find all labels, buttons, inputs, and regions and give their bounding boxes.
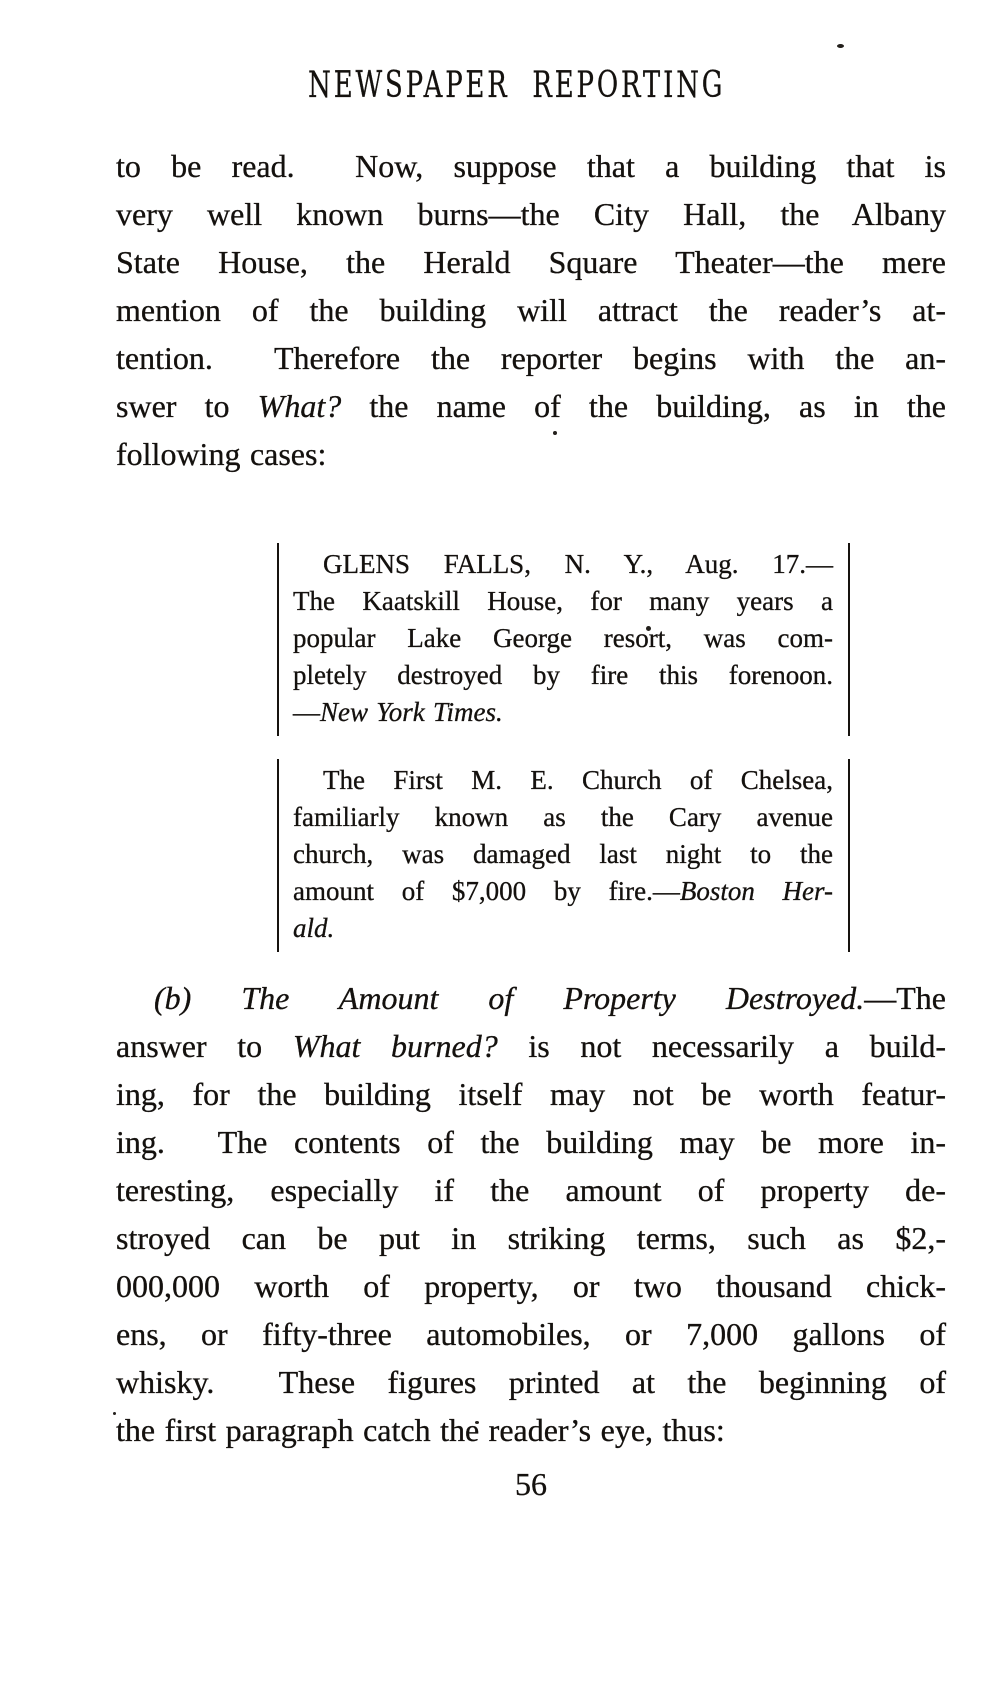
text-line xyxy=(293,657,833,694)
text-line xyxy=(293,583,833,620)
text-line xyxy=(293,799,833,836)
scan-speck xyxy=(837,44,844,48)
italic-text-segment: What burned? xyxy=(292,1028,498,1064)
text-segment: swer to xyxy=(116,388,258,424)
text-line xyxy=(116,1022,946,1070)
running-header xyxy=(0,66,1000,106)
text-line xyxy=(293,694,833,731)
text-segment: very well known burns—the City Hall, the Albany xyxy=(116,196,946,232)
text-line xyxy=(116,1406,946,1454)
text-segment: whisky. These figures printed at the beginning of xyxy=(116,1364,946,1400)
text-segment: following cases: xyxy=(116,436,327,472)
italic-text-segment: (b) The Amount of Property Destroyed. xyxy=(154,980,865,1016)
text-line xyxy=(116,382,946,430)
text-segment: ing. The contents of the building may be more in- xyxy=(116,1124,946,1160)
text-segment: tention. Therefore the reporter begins with the an- xyxy=(116,340,946,376)
text-segment: GLENS FALLS, N. Y., Aug. 17.— xyxy=(323,549,833,579)
text-line xyxy=(116,190,946,238)
text-line xyxy=(116,142,946,190)
text-segment: The First M. E. Church of Chelsea, xyxy=(323,765,833,795)
text-segment: answer to xyxy=(116,1028,293,1064)
text-segment: the name of the building, as in the xyxy=(341,388,947,424)
text-line xyxy=(116,334,946,382)
text-line xyxy=(116,1310,946,1358)
text-line xyxy=(293,620,833,657)
page-number: 56 xyxy=(515,1466,547,1502)
chapter-title: NEWSPAPER REPORTING xyxy=(308,65,726,106)
text-line xyxy=(293,546,833,583)
text-line xyxy=(293,910,833,947)
text-line xyxy=(116,1118,946,1166)
text-line xyxy=(116,1358,946,1406)
italic-text-segment: New York Times. xyxy=(320,697,503,727)
text-segment: the first paragraph catch the reader’s eye, thus: xyxy=(116,1412,725,1448)
text-segment: ing, for the building itself may not be worth featur- xyxy=(116,1076,946,1112)
text-segment: pletely destroyed by fire this forenoon. xyxy=(293,660,833,690)
text-segment: The Kaatskill House, for many years a xyxy=(293,586,833,616)
text-segment: to be read. Now, suppose that a building that is xyxy=(116,148,946,184)
text-line xyxy=(116,238,946,286)
text-segment: amount of $7,000 by fire.— xyxy=(293,876,680,906)
text-segment: is not necessarily a build- xyxy=(497,1028,946,1064)
italic-text-segment: Boston Her- xyxy=(679,876,833,906)
text-segment: familiarly known as the Cary avenue xyxy=(293,802,833,832)
news-excerpt-glens-falls xyxy=(277,543,850,736)
text-line xyxy=(116,1166,946,1214)
text-segment: teresting, especially if the amount of property de- xyxy=(116,1172,946,1208)
text-segment: mention of the building will attract the reader’s at- xyxy=(116,292,946,328)
paragraph-intro xyxy=(116,142,946,478)
italic-text-segment: What? xyxy=(257,388,342,424)
text-line xyxy=(116,430,946,478)
text-segment: State House, the Herald Square Theater—the mere xyxy=(116,244,946,280)
text-segment: popular Lake George resort, was com- xyxy=(293,623,833,653)
text-line xyxy=(116,1070,946,1118)
text-line xyxy=(116,1214,946,1262)
paragraph-b-amount-destroyed xyxy=(116,974,946,1454)
text-line xyxy=(116,974,946,1022)
text-line xyxy=(293,873,833,910)
text-segment: church, was damaged last night to the xyxy=(293,839,833,869)
text-segment: 000,000 worth of property, or two thousand chick- xyxy=(116,1268,946,1304)
text-line xyxy=(293,836,833,873)
italic-text-segment: ald. xyxy=(293,913,335,943)
text-segment: ens, or fifty-three automobiles, or 7,000 gallons of xyxy=(116,1316,946,1352)
text-line xyxy=(116,1262,946,1310)
news-excerpt-chelsea-church xyxy=(277,759,850,952)
text-line xyxy=(116,286,946,334)
text-segment: —The xyxy=(864,980,946,1016)
text-segment: stroyed can be put in striking terms, such as $2,- xyxy=(116,1220,946,1256)
text-segment: — xyxy=(293,697,320,727)
text-line xyxy=(293,762,833,799)
